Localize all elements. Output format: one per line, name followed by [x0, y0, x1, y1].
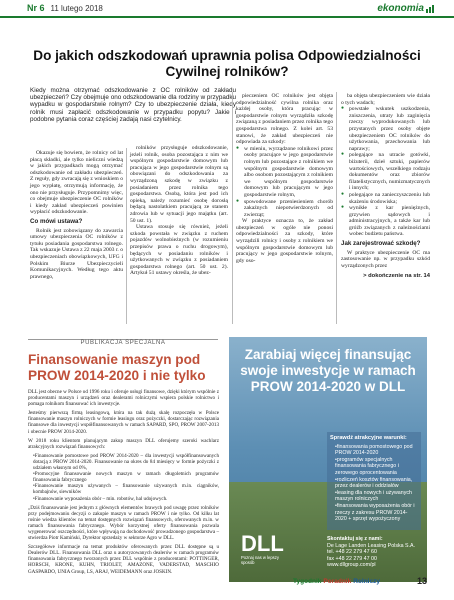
continued-link[interactable]: > dokończenie na str. 14	[363, 273, 430, 280]
dll-advertisement	[229, 337, 427, 582]
list-item: • Finansowanie pomostowe pod PROW 2014-2020 – dla inwestycji współfinansowanych dotacją z PROW 2014-2020. Finansowanie na okres do 84 miesięcy w formie pożyczki z udziałem własnym od 0%,	[33, 453, 219, 471]
article-column-1	[30, 150, 123, 280]
list-item: • finansowania pomostowego pod PROW 2014-2020	[335, 444, 418, 457]
paragraph: DLL jest obecne w Polsce od 1996 roku i oferuje usługi finansowe, dzięki którym wspólnie z producentami maszyn i urządzeń oraz dealerami rolniczymi wspiera polskie rolnictwo i pomaga rolnikom finansować ich inwestycje.	[28, 389, 219, 408]
article-title: Do jakich odszkodowań uprawnia polisa Odpowiedzialności Cywilnej rolników?	[33, 48, 421, 79]
list-item: ● powstałe wskutek uszkodzenia, zniszczenia, utraty lub zaginięcia rzeczy wyprodukowanych lub przystanych przez osoby objęte ubezpieczeniem OC rolników do użytkowania, przechowania lub naprawy;	[347, 106, 430, 152]
advertorial-body	[28, 389, 219, 578]
column-divider	[126, 148, 127, 324]
issue-number: Nr 6	[27, 3, 45, 13]
list-item: ● spowodowane przeniesieniem chorób zakaźnych niepotwierdzonych od zwierząt;	[242, 199, 333, 219]
subheading: Jak zarejestrować szkodę?	[341, 240, 421, 248]
paragraph: W praktyce oznacza to, że zakład ubezpieczeń w ogóle nie ponosi odpowiedzialności za szkody, które wyrządzili rolnicy i osoby z rolnikiem we wspólnym gospodarstwie domowym lub pracujący w jego gospodarstwie rolnym, gdy oso-	[236, 218, 333, 264]
company-name: De Lage Landen Leasing Polska S.A.	[327, 542, 416, 549]
publication-brand	[292, 578, 381, 585]
ad-conditions-box	[327, 432, 421, 530]
website-link[interactable]: www.dllgroup.com/pl	[327, 562, 376, 569]
paragraph: „Dziś finansowanie jest jednym z głównych elementów brawych pod uwagę przez rolników przy podejmowaniu decyzji o zakupie maszyn w ramach PROW i nie tylko. Od kilku lat rośnie wiedza klientów na temat dostępnych rozwiązań finansowych, oferowanych m.in. w ramach finansowania fabrycznego. Wybór korzystnej oferty finansowania pozwala wygenerować oszczędności, które wpływają na dochodowość prowadzonego gospodarstwa – stwierdza Piotr Kamiński, Dyrektor sprzedaży w sektorze Agro w DLL.	[28, 504, 219, 542]
issue-date: 11 lutego 2018	[50, 4, 103, 13]
brand-part-2: Poradnik	[323, 578, 352, 585]
exclusions-list	[236, 146, 333, 219]
special-publication-label: PUBLIKACJA SPECJALNA	[28, 339, 218, 348]
list-item: • Finansowanie maszyn używanych – finansowanie używanych m.in. ciągników, kombajnów, siewników	[33, 483, 219, 495]
paragraph: Rolnik jest zobowiązany do zawarcia umowy ubezpieczenia OC rolników z tytułu posiadania gospodarstwa rolnego. Tak wskazuje Ustawa z 22 maja 2003 r. o ubezpieczeniach obowiązkowych, UFG i Polskim Biurze Ubezpieczycieli Komunikacyjnych. Według tego aktu prawnego,	[30, 227, 123, 280]
section-bars-icon	[426, 3, 436, 13]
article-column-3	[236, 93, 333, 264]
list-item: • Finansowanie wyposażenia obór – min. robotów, hal udojowych.	[33, 496, 219, 502]
list-item: ● wynikłe z kar pieniężnych, grzywien sądowych i administracyjnych, a także kar lub gróźb związanych z należnościami wobec budżetu państwa.	[347, 205, 430, 238]
list-item: • programów specjalnych finansowania fabrycznego i zerowego oprocentowania	[335, 457, 418, 477]
paragraph: W 2018 roku klientom planującym zakup maszyn DLL oferujemy szeroki wachlarz atrakcyjnych rozwiązań finansowych:	[28, 437, 219, 450]
article-column-2	[130, 145, 228, 277]
page-header	[0, 0, 454, 18]
list-item: • rozliczeń kosztów finansowania, przez dealerów i oddziałów	[335, 477, 418, 490]
list-item: ● w mieniu, wyrządzone rolnikowi przez osoby pracujące w jego gospodarstwie rolnym lub pozostające z rolnikiem we wspólnym gospodarstwie domowym albo osobom pozostającym z rolnikiem we wspólnym gospodarstwie domowym lub pracującym w jego gospodarstwie rolnym,	[242, 146, 333, 199]
paragraph: rolników przysługuje odszkodowanie, jeżeli rolnik, osoba pozostająca z nim we wspólnym gospodarstwie domowym lub pracująca w jego gospodarstwie rolnym są obowiązani do odszkodowania za wyrządzoną szkodę w związku z posiadaniem przez rolnika tego gospodarstwa. Osobą, która jest pod ich opieką, należy rozumieć osobę dorosłą będącą nastolatkiem pracującą ze stanem zdrowia lub w sytuacji jego majątku (art. 50 ust. 1).	[130, 145, 228, 224]
subheading: Co mówi ustawa?	[30, 217, 83, 225]
paragraph: Ustawa stosuje się również, jeżeli szkoda powstała w związku z ruchem pojazdów wolnobieżnych (w rozumieniu przepisów prawa o ruchu drogowym), będących w posiadaniu rolników i użytkowanych w związku z posiadaniem gospodarstwa rolnego (art. 50 ust. 2). Artykuł 51 ustawy określa, że ubez-	[130, 224, 228, 277]
issue-info	[27, 3, 103, 13]
ad-contact	[327, 536, 421, 569]
paragraph: Szczegółowe informacje na temat produktów oferowanych przez DLL dostępne są u Dealerów DLL. Finansowania DLL oraz u autoryzowanych dealerów w ramach programów finansowania fabrycznego tworzonych przez DLL wspólnie z producentami: POTTINGER, HORSCH, KRONE, KUHN, TRIOLET, AMAZONE, VADERSTAD, MASCHIO GASPARDO, UNIA Group, LS, ARAJ, WEIDEMANN oraz JOSKIN.	[28, 544, 219, 575]
column-divider	[232, 92, 233, 324]
list-item: ● polegające na utracie gotówki, biżuterii, dzieł sztuki, papierów wartościowych, wszelkiego rodzaju dokumentów oraz zbiorów filatelistycznych, numizmatycznych i innych;	[347, 152, 430, 192]
column-divider	[336, 92, 337, 324]
section-label: ekonomia	[377, 3, 424, 14]
list-item: • leasing dla nowych i używanych maszyn rolniczych	[335, 490, 418, 503]
phone-number: tel. +48 22 279 47 60	[327, 549, 377, 556]
paragraph: W praktyce ubezpieczenie OC ma zastosowanie np. w przypadku szkód wyrządzonych przez	[341, 249, 430, 269]
exclusions-list	[341, 106, 430, 238]
paragraph: ba objęta ubezpieczeniem wie działa o tych wadach;	[341, 93, 430, 106]
header-divider	[0, 16, 454, 18]
list-item: • Promocyjne finansowanie nowych maszyn w ramach długoletnich programów finansowania fabrycznego	[33, 471, 219, 483]
article-lead: Kiedy można otrzymać odszkodowanie z OC rolników od zakładu ubezpieczeń? Czy obejmuje ono odszkodowanie dla rodziny w przypadku wypadku w gospodarstwie rolnym? Czy to ubezpieczenie działa, kiedy rolnik musi zapłacić odszkodowanie w przypadku popytu? Jakie i podobne pytania coraz częściej zadają nasi czytelnicy.	[30, 87, 236, 123]
page-number: 13	[417, 576, 428, 586]
brand-part-3: Rolniczy	[353, 578, 380, 585]
ad-conditions-list	[330, 444, 418, 523]
logo-tagline: Poznaj nas w lepszy sposób	[241, 555, 279, 565]
ad-box-title: Sprawdź atrakcyjne warunki:	[330, 435, 407, 441]
logo-mark: DLL	[241, 531, 284, 556]
article-column-4	[341, 93, 430, 280]
offer-list	[28, 453, 219, 502]
advertorial-title: Finansowanie maszyn pod PROW 2014-2020 i nie tylko	[28, 352, 206, 383]
brand-part-1: Tygodnik	[293, 578, 322, 585]
paragraph: pieczeniem OC rolników jest objęta odpowiedzialność cywilna rolnika oraz każdej osoby, która pracując w gospodarstwie rolnym wyrządziła szkodę związaną z posiadaniem przez rolnika tego gospodarstwa rolnego. Z kolei art. 53 stanowi, że zakład ubezpieczeń nie odpowiada za szkody:	[236, 93, 333, 146]
ad-headline: Zarabiaj więcej finansując swoje inwestycje w ramach PROW 2014-2020 w DLL	[240, 347, 416, 394]
list-item: ● polegające na zanieczyszczeniu lub skażeniu środowiska;	[347, 192, 430, 205]
contact-title: Skontaktuj się z nami:	[327, 536, 383, 542]
paragraph: Jesteśmy pierwszą firmą leasingową, która na tak dużą skalę rozpoczęła w Polsce finansowanie maszyn rolniczych w formie leasingu oraz pożyczki, dostarczając rozwiązania finansowe dla inwestycji współfinansowanych w ramach SAPARD, SPO, PROW 2007-2013 i obecnie PROW 2014-2020.	[28, 410, 219, 435]
dll-logo	[241, 533, 293, 569]
fax-number: fax +48 22 279 47 00	[327, 555, 377, 562]
list-item: • finansowania wyposażenia obór i rzeczy z zakresu PROW 2014-2020 + sprzęt wypożyczony	[335, 503, 418, 523]
paragraph: Okazuje się bowiem, że rolnicy od lat płacą składki, ale tylko nieliczni wiedzą w jakich przypadkach mogą otrzymać odszkodowanie od zakładu ubezpieczeń. Z reguły, gdy zwracają się z wnioskiem o jego wypłatę, otrzymują informację, że ono nie przysługuje. Przypomnimy więc, co obejmuje ubezpieczenie OC rolników i kiedy zakład ubezpieczeń powinien wypłacić odszkodowanie.	[30, 150, 123, 216]
